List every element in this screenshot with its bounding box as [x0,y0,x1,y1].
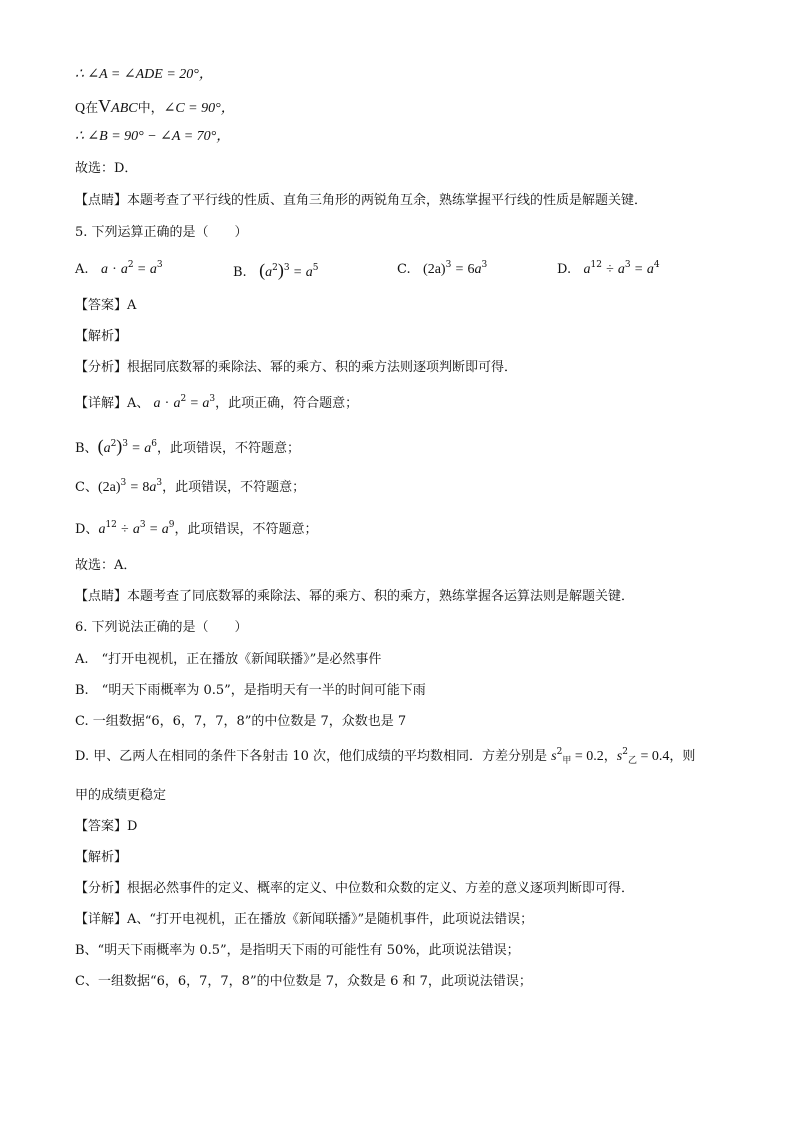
q5-option-d [557,261,660,279]
math: ÷ [606,262,614,277]
exponent: 3 [209,394,216,404]
math: = [293,265,302,280]
math: = [455,262,464,277]
q6-option-b: B. “明天下雨概率为 0.5”，是指明天有一半的时间可能下雨 [75,683,426,698]
math: = [132,441,141,456]
math: a [98,522,106,537]
detail-6-c: C、一组数据“6，6，7，7，8”的中位数是 7，众数是 6 和 7，此项说法错误； [75,974,532,989]
text: ，此项错误，不符题意； [174,522,318,537]
analysis-6: 【分析】根据必然事件的定义、概率的定义、中位数和众数的定义、方差的意义逐项判断即可得． [75,881,635,896]
q5-option-a [75,261,163,279]
exponent: 2 [180,394,187,404]
text: D. 甲、乙两人在相同的条件下各射击 10 次，他们成绩的平均数相同．方差分别是 [75,749,548,764]
math: a [583,262,591,277]
math: a [149,480,157,495]
exponent: 6 [151,439,157,449]
derivation-line-3 [75,128,230,146]
math: ( [259,260,266,280]
math: ) [116,436,123,456]
math: = 0.2 [571,749,604,764]
analysis-header-5: 【解析】 [75,329,128,344]
math-expression: ∴ ∠A = ∠ADE = 20°， [75,67,213,82]
math-expression: ∠C = 90°， [163,101,235,116]
math: a [474,262,482,277]
math: a [153,396,161,411]
math: a [100,262,108,277]
text: C、 [75,480,98,495]
math: = [130,480,139,495]
q5-option-b [233,261,318,282]
text: ，此项正确，符合题意； [215,396,359,411]
math: a [132,522,140,537]
detail-5-a [75,395,358,413]
math: = [149,522,158,537]
analysis-header-6: 【解析】 [75,850,128,865]
exponent: 9 [168,520,175,530]
exponent: 3 [156,260,163,270]
detail-6-a: 【详解】A、“打开电视机，正在播放《新闻联播》”是随机事件，此项说法错误； [75,912,534,927]
text: 【详解】A、 [75,396,150,411]
answer-6: 【答案】D [75,819,138,834]
text: 在 [85,101,99,116]
math: = [137,262,146,277]
derivation-line-2 [75,97,235,118]
question-5-title: 5. 下列运算正确的是（ ） [75,225,248,240]
math: s [551,749,557,764]
detail-5-c [75,479,305,497]
math: a [103,441,111,456]
exponent: 4 [653,260,660,270]
question-6-title: 6. 下列说法正确的是（ ） [75,620,248,635]
exponent: 12 [105,520,117,530]
math: s [616,749,623,764]
conclusion-5: 故选：A． [75,558,137,573]
math: a [202,396,210,411]
text: ，此项错误，不符题意； [162,480,306,495]
text: 中， [137,101,164,116]
math: a [305,265,313,280]
math: a [265,265,273,280]
math: a [149,262,157,277]
exponent: 2 [556,747,563,757]
exponent: 2 [127,260,134,270]
math: = [634,262,643,277]
exponent: 3 [122,439,129,449]
math: a [646,262,654,277]
subscript: 乙 [627,756,637,766]
q6-option-c: C. 一组数据“6，6，7，7，8”的中位数是 7，众数也是 7 [75,714,407,729]
q6-option-d [75,748,695,766]
q6-option-a: A. “打开电视机，正在播放《新闻联播》”是必然事件 [75,652,382,667]
option-label: B. [233,265,247,280]
math: · [164,396,170,411]
answer-5: 【答案】A [75,298,137,313]
math: = 0.4 [637,749,670,764]
symbol-q: Q [75,101,86,116]
exponent: 3 [120,478,127,488]
math: a [144,441,152,456]
exponent: 3 [445,260,452,270]
exponent: 3 [481,260,488,270]
conclusion-line: 故选：D． [75,161,138,176]
exponent: 2 [622,747,628,757]
exponent: 2 [110,439,117,449]
commentary-line: 【点睛】本题考查了平行线的性质、直角三角形的两锐角互余，熟练掌握平行线的性质是解题关键． [75,193,648,208]
triangle-symbol: V [98,96,112,116]
math: = [190,396,199,411]
math-expression: ∴ ∠B = 90° − ∠A = 70°， [75,129,231,144]
math: (2a) [423,262,446,277]
derivation-line-1 [75,66,213,84]
commentary-5: 【点睛】本题考查了同底数幂的乘除法、幂的乘方、积的乘方，熟练掌握各运算法则是解题关键． [75,589,635,604]
math: a [617,262,625,277]
text: ，此项错误，不符题意； [156,441,300,456]
triangle-name: ABC [111,101,138,116]
analysis-5: 【分析】根据同底数幂的乘除法、幂的乘方、积的乘方法则逐项判断即可得． [75,360,518,375]
exponent: 3 [283,263,290,273]
exponent: 3 [624,260,631,270]
text: D、 [75,522,99,537]
math: ÷ [121,522,129,537]
detail-5-b [75,437,300,458]
math: a [161,522,169,537]
text: ，则 [669,749,696,764]
math: (2a) [97,480,121,495]
math: ( [97,436,104,456]
math: 6 [467,262,475,277]
math: · [112,262,117,277]
q6-option-d-continued: 甲的成绩更稳定 [75,788,167,803]
math: 8 [142,480,150,495]
exponent: 3 [139,520,146,530]
exponent: 5 [312,263,319,273]
exponent: 2 [272,263,278,273]
detail-6-b: B、“明天下雨概率为 0.5”，是指明天下雨的可能性有 50%，此项说法错误； [75,943,520,958]
exponent: 3 [156,478,163,488]
option-label: D. [557,262,572,277]
math: a [173,396,181,411]
detail-5-d [75,521,318,539]
option-label: A. [75,262,89,277]
exponent: 12 [590,260,602,270]
option-label: C. [397,262,411,277]
text: ， [603,749,617,764]
q5-option-c [397,261,487,279]
math: ) [277,260,284,280]
text: B、 [75,441,98,456]
math: a [120,262,128,277]
subscript: 甲 [562,756,572,766]
